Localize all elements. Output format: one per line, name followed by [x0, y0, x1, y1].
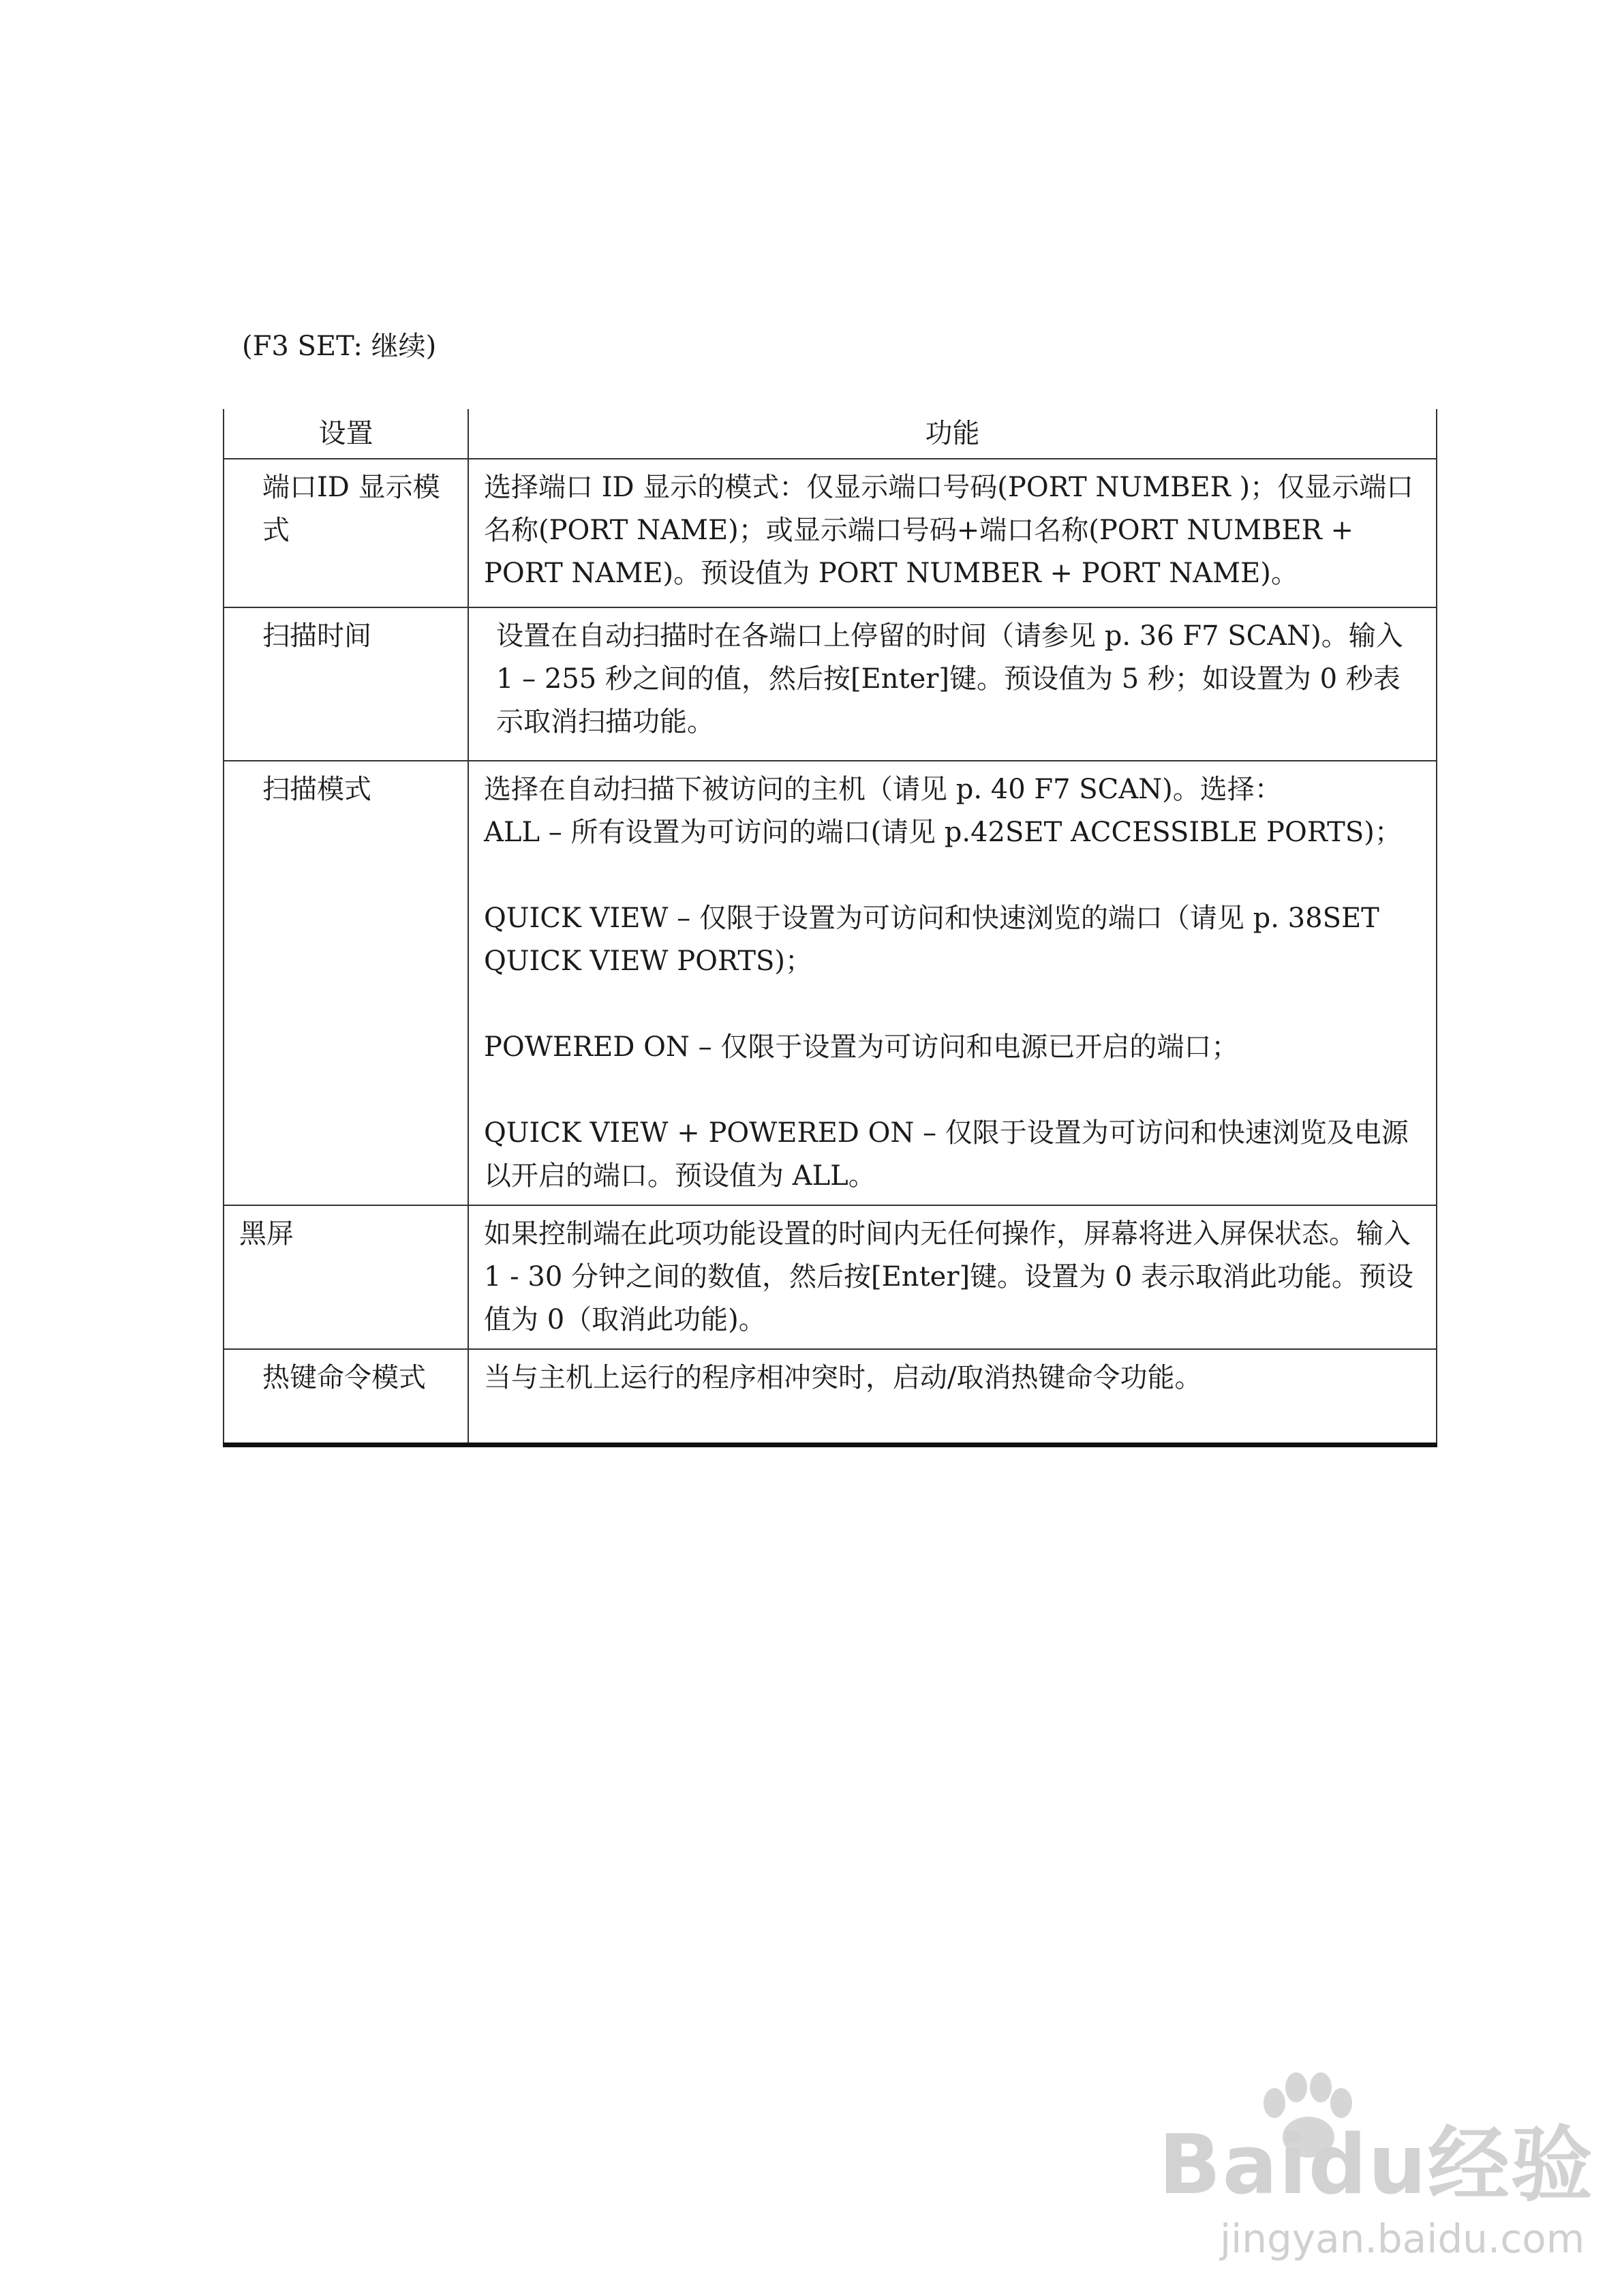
baidu-jingyan-watermark [1159, 2072, 1594, 2277]
watermark-url: jingyan.baidu.com [1220, 2216, 1585, 2262]
setting-name: 热键命令模式 [224, 1349, 468, 1445]
watermark-logo-text: Baidu经验 [1159, 2118, 1594, 2213]
function-paragraph: POWERED ON – 仅限于设置为可访问和电源已开启的端口； [484, 1031, 1239, 1063]
page-caption: (F3 SET: 继续) [242, 331, 437, 362]
setting-function [468, 761, 1437, 1205]
function-paragraph: QUICK VIEW – 仅限于设置为可访问和快速浏览的端口（请见 p. 38SET QUICK VIEW PORTS)； [484, 903, 1379, 977]
header-setting: 设置 [224, 409, 468, 459]
table-row [224, 1349, 1437, 1445]
function-paragraph: 设置在自动扫描时在各端口上停留的时间（请参见 p. 36 F7 SCAN)。输入 1 – 255 秒之间的值，然后按[Enter]键。预设值为 5 秒；如设置为 0 秒表示取消扫描功能。 [496, 620, 1403, 738]
table-row [224, 607, 1437, 761]
header-function: 功能 [468, 409, 1437, 459]
setting-name: 端口ID 显示模式 [224, 459, 468, 607]
setting-function [468, 1205, 1437, 1349]
settings-table [223, 409, 1437, 1447]
function-paragraph: 如果控制端在此项功能设置的时间内无任何操作，屏幕将进入屏保状态。输入 1 - 30 分钟之间的数值，然后按[Enter]键。设置为 0 表示取消此功能。预设值为 0（取消此功能)。 [484, 1218, 1413, 1335]
setting-name: 扫描模式 [224, 761, 468, 1205]
table-row [224, 761, 1437, 1205]
function-paragraph: QUICK VIEW + POWERED ON – 仅限于设置为可访问和快速浏览及电源以开启的端口。预设值为 ALL。 [484, 1117, 1409, 1192]
table-row [224, 459, 1437, 607]
function-paragraph: 当与主机上运行的程序相冲突时，启动/取消热键命令功能。 [484, 1362, 1202, 1393]
setting-name: 黑屏 [224, 1205, 468, 1349]
setting-function [468, 459, 1437, 607]
setting-function [468, 1349, 1437, 1445]
function-paragraph: ALL – 所有设置为可访问的端口(请见 p.42SET ACCESSIBLE PORTS)； [484, 817, 1402, 848]
function-paragraph: 选择在自动扫描下被访问的主机（请见 p. 40 F7 SCAN)。选择： [484, 774, 1282, 805]
function-paragraph: 选择端口 ID 显示的模式：仅显示端口号码(PORT NUMBER )；仅显示端口名称(PORT NAME)；或显示端口号码+端口名称(PORT NUMBER + PORT NAME)。预设值为 PORT NUMBER + PORT NAME)。 [484, 472, 1414, 589]
table-header-row [224, 409, 1437, 459]
setting-name: 扫描时间 [224, 607, 468, 761]
setting-function [468, 607, 1437, 761]
table-row [224, 1205, 1437, 1349]
